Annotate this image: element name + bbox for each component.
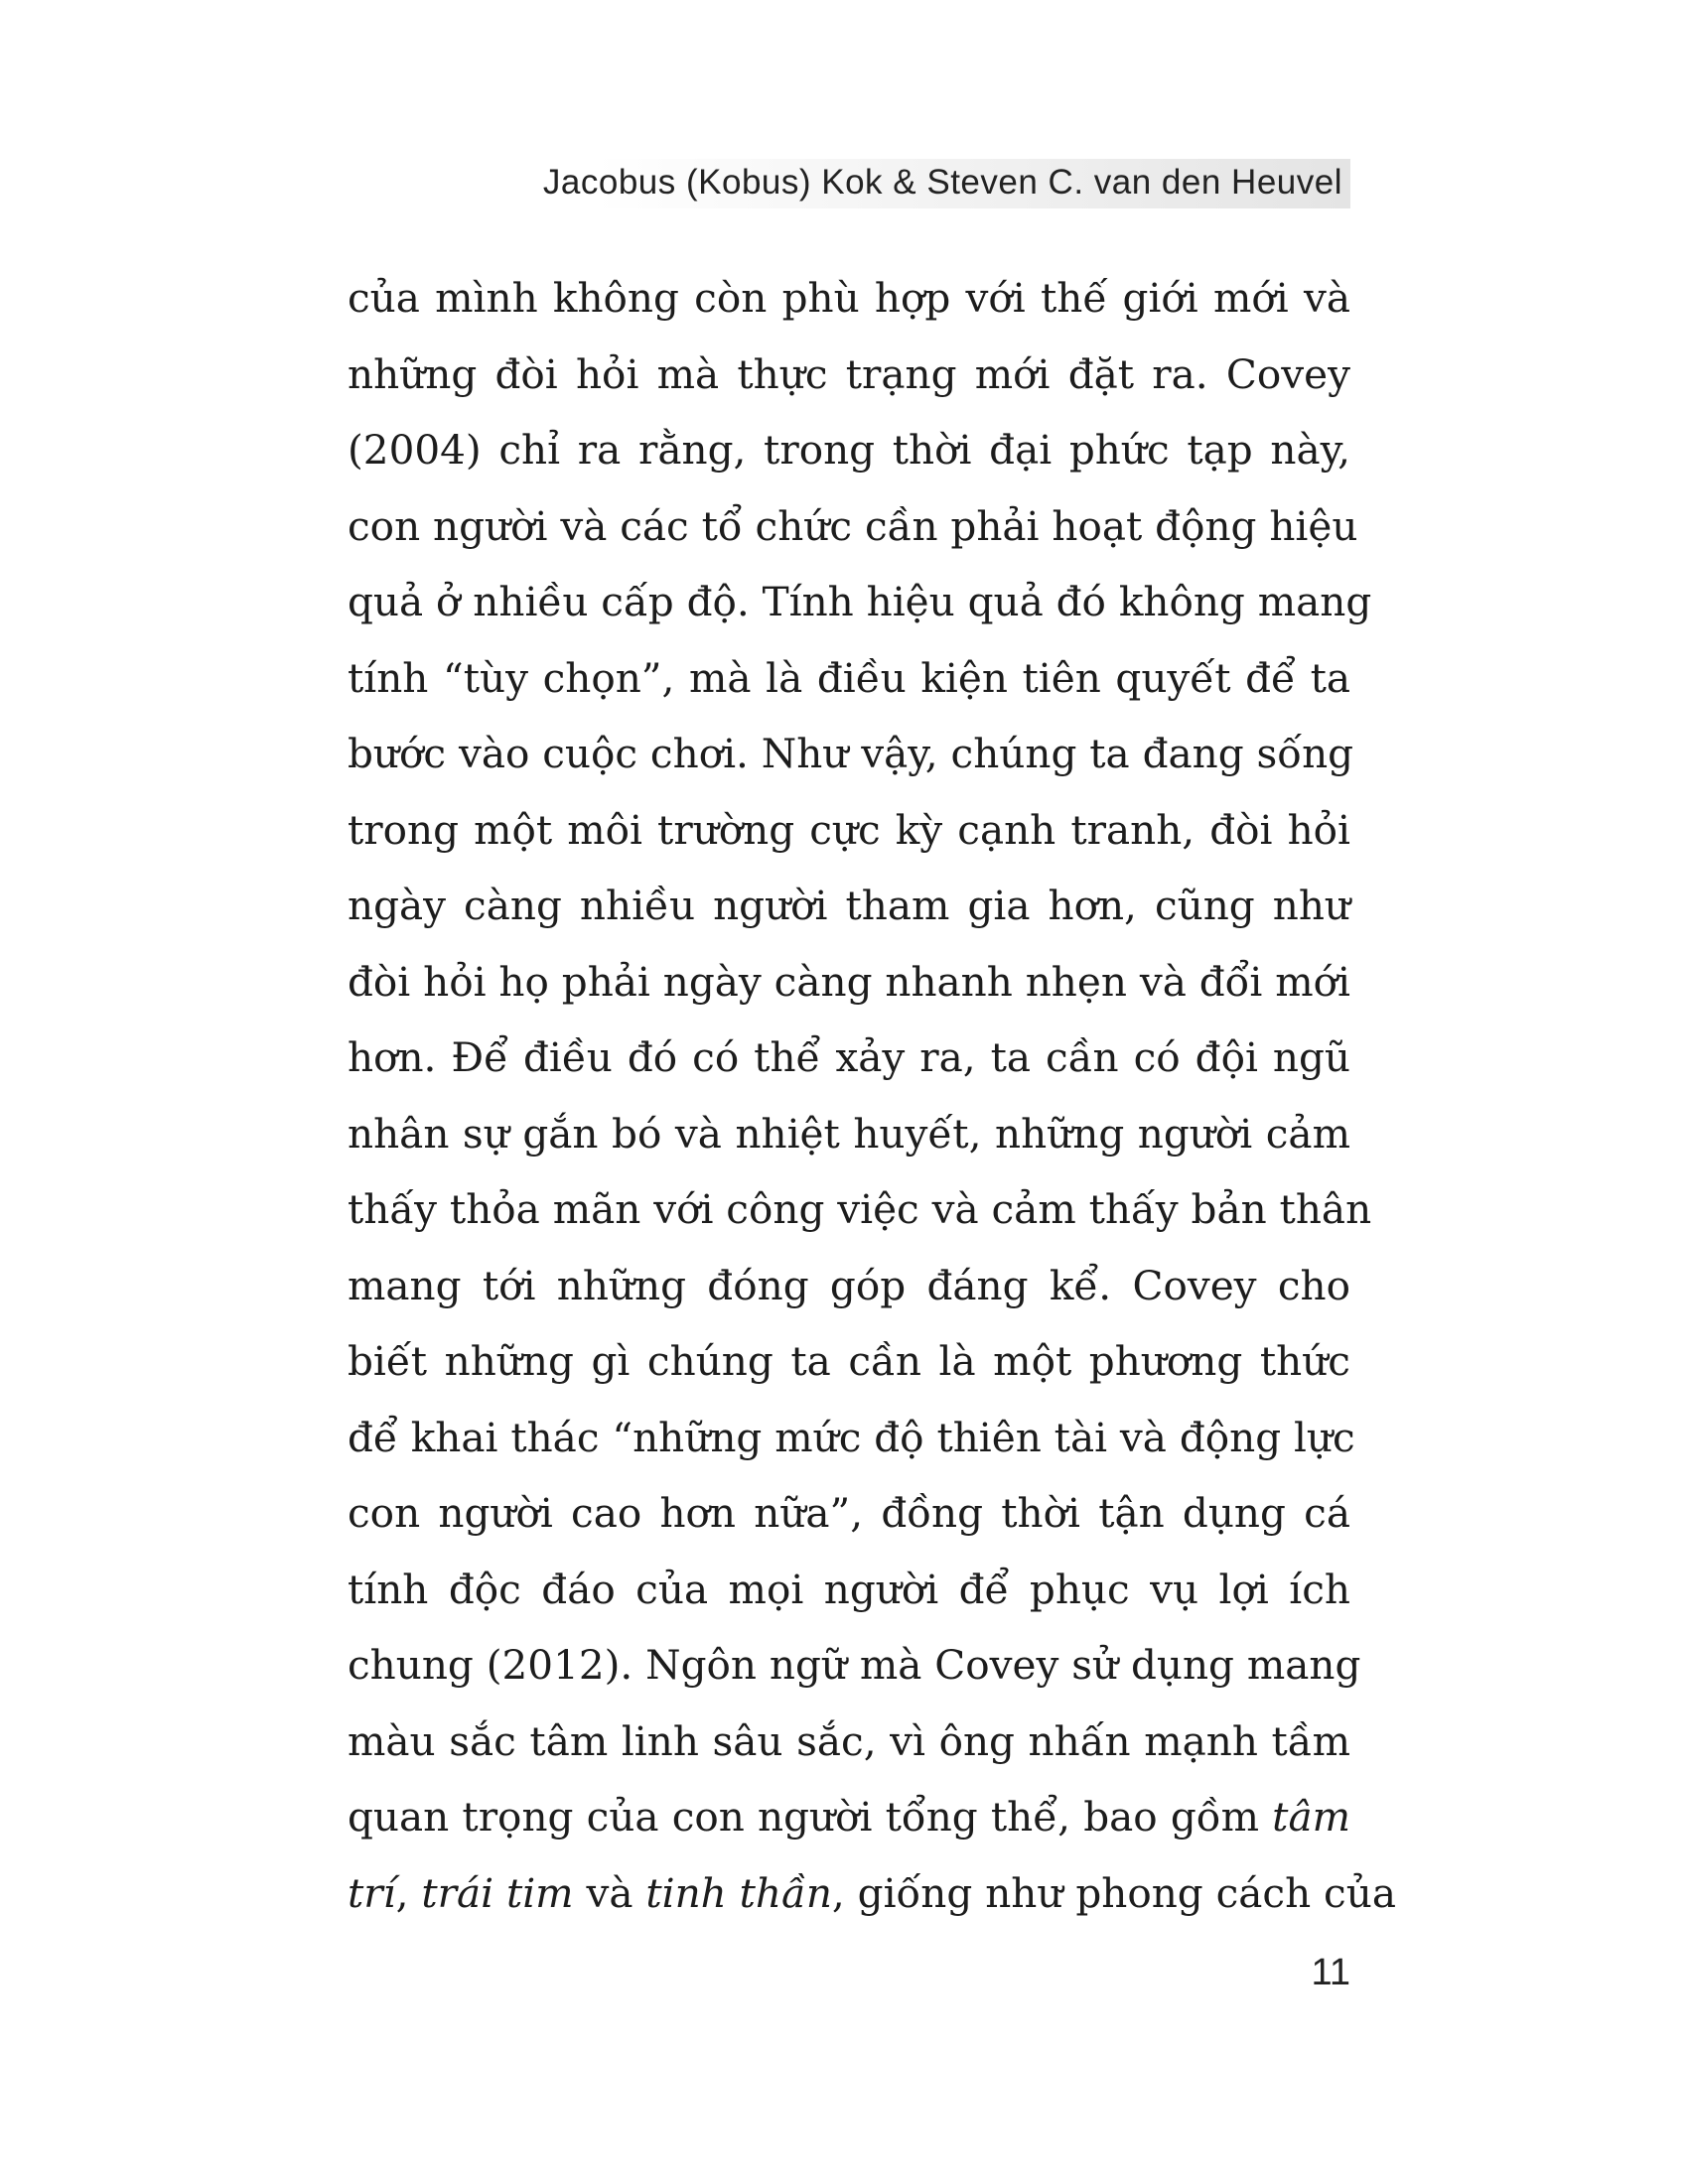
text-line: hơn. Để điều đó có thể xảy ra, ta cần có đội ngũ [348,1033,1350,1081]
text-run: , giống như phong cách của [831,1868,1396,1917]
text-line: bước vào cuộc chơi. Như vậy, chúng ta đang sống [348,730,1354,777]
italic-term: trái tim [421,1868,574,1917]
text-line: con người và các tổ chức cần phải hoạt động hiệu [348,501,1358,550]
text-line-mixed [348,1779,1350,1855]
text-line: của mình không còn phù hợp với thế giới mới và [348,274,1350,322]
text-run: quan trọng của con người tổng thể, bao gồm [348,1793,1273,1841]
italic-term: tâm [1272,1793,1350,1841]
text-line: tính “tùy chọn”, mà là điều kiện tiên quyết để ta [348,653,1350,702]
italic-term: trí [348,1868,396,1917]
text-line: biết những gì chúng ta cần là một phương thức [348,1337,1350,1385]
page-number: 11 [1311,1952,1350,1993]
body-paragraph [348,260,1396,1931]
running-header-authors: Jacobus (Kobus) Kok & Steven C. van den Heuvel [542,163,1342,202]
text-line: để khai thác “những mức độ thiên tài và động lực [348,1413,1355,1461]
text-line: đòi hỏi họ phải ngày càng nhanh nhẹn và đổi mới [348,957,1350,1006]
text-line-mixed [348,1855,1396,1932]
text-line: (2004) chỉ ra rằng, trong thời đại phức tạp này, [348,426,1350,474]
text-line: chung (2012). Ngôn ngữ mà Covey sử dụng mang [348,1641,1361,1689]
text-line: màu sắc tâm linh sâu sắc, vì ông nhấn mạnh tầm [348,1716,1350,1765]
running-header [542,159,1350,208]
text-line: thấy thỏa mãn với công việc và cảm thấy bản thân [348,1185,1372,1233]
text-line: trong một môi trường cực kỳ cạnh tranh, đòi hỏi [348,805,1350,854]
text-line: tính độc đáo của mọi người để phục vụ lợi ích [348,1565,1350,1613]
text-line: nhân sự gắn bó và nhiệt huyết, những người cảm [348,1109,1350,1158]
text-line: ngày càng nhiều người tham gia hơn, cũng như [348,882,1350,929]
text-line: con người cao hơn nữa”, đồng thời tận dụng cá [348,1489,1350,1537]
text-run: , [395,1868,422,1917]
text-line: những đòi hỏi mà thực trạng mới đặt ra. Covey [348,349,1350,398]
text-line: mang tới những đóng góp đáng kể. Covey cho [348,1261,1350,1309]
italic-term: tinh thần [645,1868,832,1917]
text-run: và [573,1868,646,1917]
text-line: quả ở nhiều cấp độ. Tính hiệu quả đó không mang [348,578,1372,625]
